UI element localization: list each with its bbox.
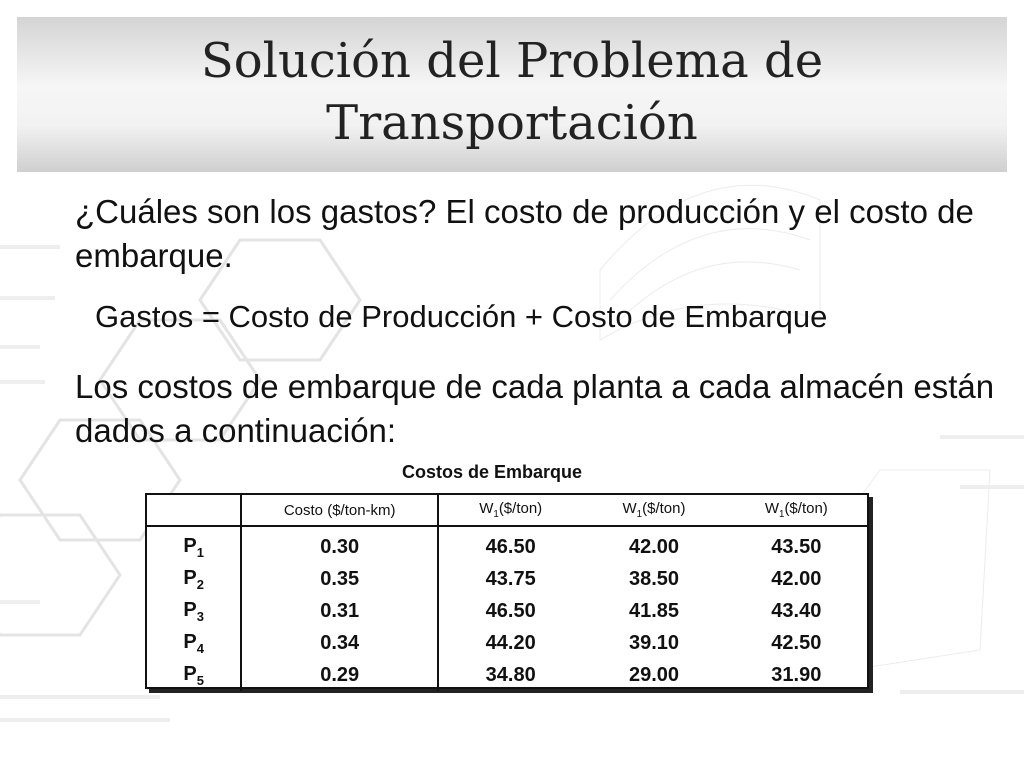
question-paragraph: ¿Cuáles son los gastos? El costo de producción y el costo de embarque. [75,193,974,274]
cost-cell: 0.29 [241,659,438,691]
cost-formula: Gastos = Costo de Producción + Costo de Embarque [95,299,828,334]
table-row [147,595,867,627]
w1-cell: 46.50 [485,599,536,622]
header-warehouse-2: $W_1(\$/ton)$ [582,495,725,526]
table-row [147,627,867,659]
w2-cell: 41.85 [628,599,680,622]
title-line-2: Transportación [326,95,698,151]
shipping-cost-table [145,493,869,689]
w2-cell: 29.00 [628,663,680,686]
table-row [147,526,867,563]
header-warehouse-3: $W_1(\$/ton)$ [726,495,867,526]
header-plant [147,495,241,526]
w3-cell: 43.40 [771,599,822,622]
shipping-paragraph: Los costos de embarque de cada planta a cada almacén están dados a continuación: [75,368,995,449]
cost-cell: 0.34 [241,627,438,659]
w3-cell: 43.50 [771,535,822,558]
cost-cell: 0.35 [241,563,438,595]
row-label: $P_2$ [147,563,241,595]
w1-cell: 43.75 [485,567,536,590]
w2-cell: 38.50 [628,567,680,590]
cost-cell: 0.31 [241,595,438,627]
header-warehouse-1: $W_1(\$/ton)$ [438,495,582,526]
w3-cell: 42.50 [771,631,822,654]
table-row [147,563,867,595]
row-label: $P_3$ [147,595,241,627]
w3-cell: 42.00 [771,567,822,590]
title-line-1: Solución del Problema de [200,33,824,89]
table-header-row [147,495,867,526]
table-caption: Costos de Embarque [401,462,583,482]
slide-title [17,30,1007,154]
w2-cell: 42.00 [628,535,680,558]
row-label: $P_5$ [147,659,241,691]
row-label: $P_4$ [147,627,241,659]
w2-cell: 39.10 [628,631,680,654]
w1-cell: 46.50 [485,535,536,558]
w1-cell: 34.80 [485,663,536,686]
header-cost: Costo ($/ton-km) [241,495,438,526]
cost-cell: 0.30 [241,526,438,563]
w1-cell: 44.20 [485,631,536,654]
w3-cell: 31.90 [771,663,822,686]
row-label: $P_1$ [147,526,241,563]
table-row [147,659,867,691]
